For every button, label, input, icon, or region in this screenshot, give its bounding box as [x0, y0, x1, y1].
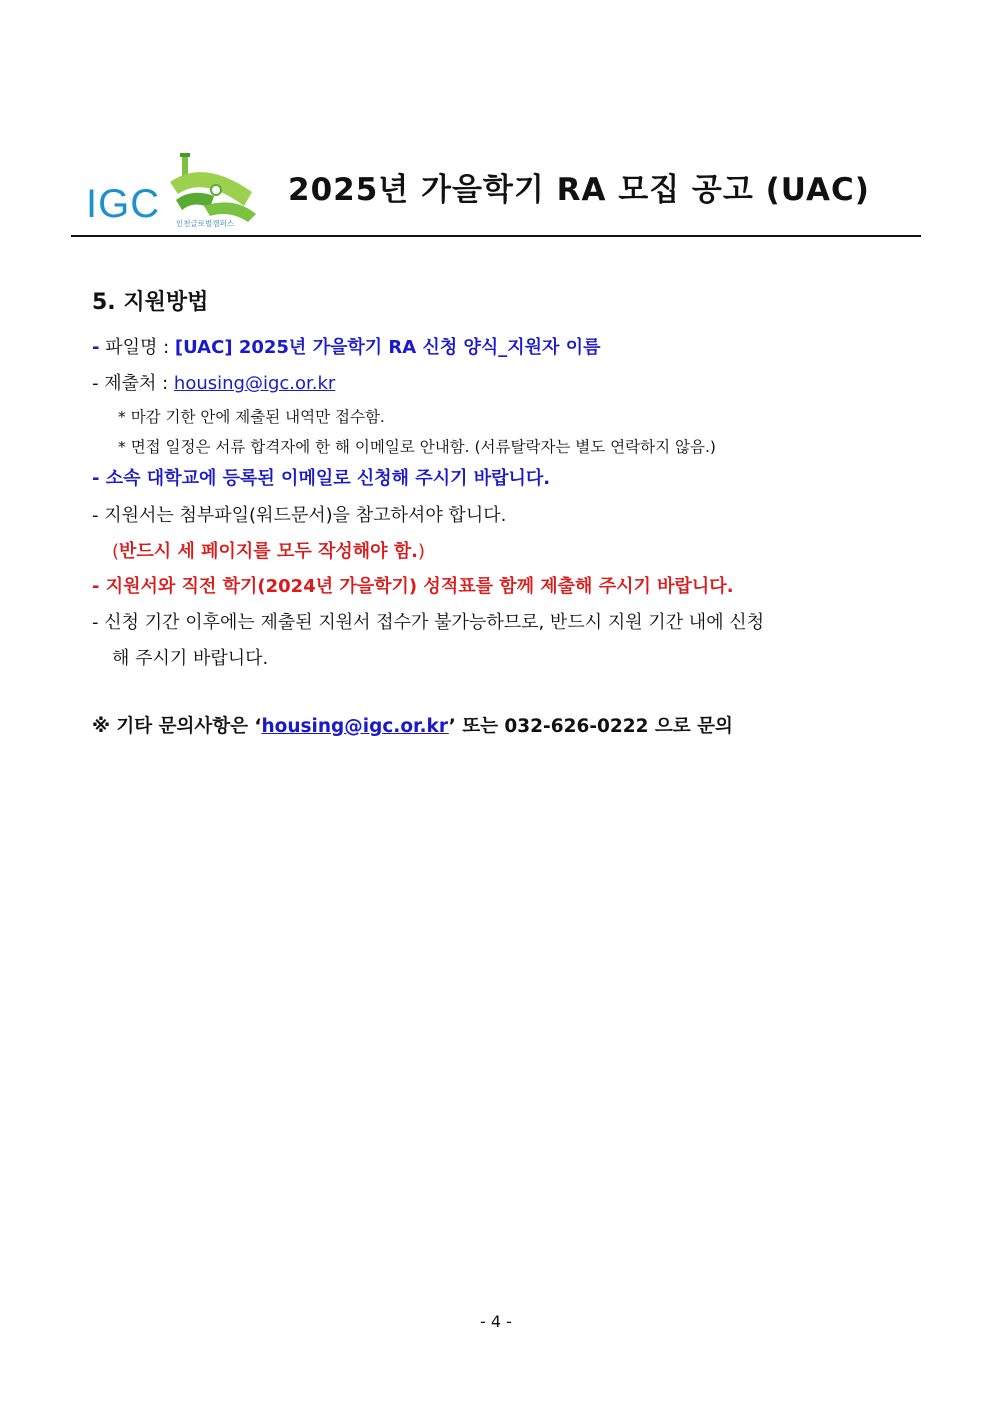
note-deadline: [118, 408, 385, 427]
filename-value: [UAC] 2025년 가을학기 RA 신청 양식_지원자 이름: [174, 337, 601, 358]
bullet: -: [92, 505, 99, 526]
logo-subtext: 인천글로벌캠퍼스: [176, 219, 234, 228]
igc-logo: [84, 150, 264, 232]
note-interview: [118, 438, 716, 457]
bullet: -: [92, 576, 100, 597]
bullet: -: [92, 373, 99, 394]
note-all-pages: [112, 541, 425, 563]
application-form-text: 지원서는 첨부파일(워드문서)을 참고하셔야 합니다.: [104, 505, 507, 526]
deadline-warning-text: 신청 기간 이후에는 제출된 지원서 접수가 불가능하므로, 반드시 지원 기간 내에 신청: [104, 612, 765, 633]
contact-line: [92, 716, 733, 738]
deadline-warning-continuation: 해 주시기 바랍니다.: [112, 648, 269, 669]
list-item-transcript: [92, 576, 734, 598]
section-title: 5. 지원방법: [92, 290, 209, 315]
list-item-filename: [92, 337, 600, 359]
contact-prefix: ※ 기타 문의사항은 ‘: [92, 716, 262, 737]
note-bullet: *: [118, 408, 126, 426]
note-text: 마감 기한 안에 제출된 내역만 접수함.: [130, 408, 385, 426]
bullet: -: [92, 337, 100, 358]
list-item-email-requirement: [92, 468, 550, 490]
page-number: - 4 -: [480, 1312, 512, 1331]
paren-open: (: [112, 541, 120, 562]
submit-email-link[interactable]: housing@igc.or.kr: [173, 373, 336, 394]
submit-label: 제출처 :: [104, 373, 174, 394]
logo-text: IGC: [86, 182, 161, 226]
bullet: -: [92, 612, 99, 633]
bullet: -: [92, 468, 100, 489]
contact-email-link[interactable]: housing@igc.or.kr: [261, 716, 449, 737]
document-title: 2025년 가을학기 RA 모집 공고 (UAC): [288, 172, 870, 208]
all-pages-text: 반드시 세 페이지를 모두 작성해야 함.: [119, 541, 419, 562]
list-item-submit-to: [92, 373, 335, 395]
transcript-text: 지원서와 직전 학기(2024년 가을학기) 성적표를 함께 제출해 주시기 바랍니다.: [105, 576, 734, 597]
note-text: 면접 일정은 서류 합격자에 한 해 이메일로 안내함. (서류탈락자는 별도 연락하지 않음.): [130, 438, 716, 456]
list-item-deadline-warning: [92, 612, 764, 634]
note-bullet: *: [118, 438, 126, 456]
filename-label: 파일명 :: [105, 337, 175, 358]
contact-suffix: ’ 또는 032-626-0222 으로 문의: [448, 716, 733, 737]
header-divider: [71, 235, 921, 237]
email-requirement-text: 소속 대학교에 등록된 이메일로 신청해 주시기 바랍니다.: [105, 468, 551, 489]
paren-close: ): [418, 541, 426, 562]
list-item-application-form: [92, 505, 506, 527]
